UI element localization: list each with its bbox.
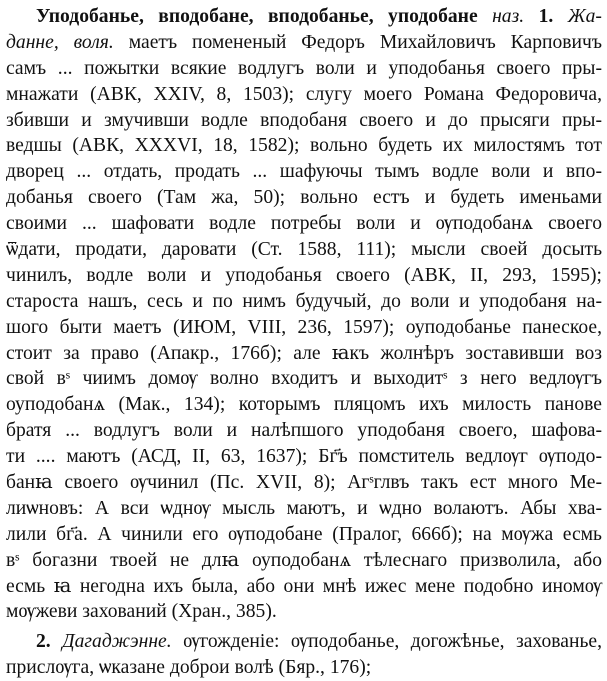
text-line bbox=[6, 133, 602, 159]
text-line bbox=[6, 185, 602, 211]
text-run: лиѡновъ: А вси ѡднѹ мысль маютъ, и ѡдно волаютъ. Абы хва- bbox=[6, 497, 602, 519]
text-run: стоит за право (Апакр., 176б); але ꙗкъ жолнѣръ зоставивши воз bbox=[6, 342, 602, 364]
text-run: мѹжеви захований (Хран., 385). bbox=[6, 601, 277, 623]
text-run: братя ... водлугъ воли и налѣпшого уподобаня своего, шафова- bbox=[6, 420, 602, 442]
text-line bbox=[6, 629, 602, 655]
text-line bbox=[6, 418, 602, 444]
text-run: староста нашъ, сесь и по нимъ будучый, до воли и уподобаня на- bbox=[6, 290, 602, 312]
text-run bbox=[51, 631, 62, 652]
text-line bbox=[6, 4, 602, 30]
italic-text: Жа- bbox=[567, 6, 602, 27]
text-line bbox=[6, 108, 602, 134]
text-line bbox=[6, 237, 602, 263]
text-run: своими ... шафовати водле потребы воли и ѹподобанѧ своего bbox=[6, 213, 602, 235]
text-run: ведшы (АВК, XXXVI, 18, 1582); вольно будеть их милостямъ тот bbox=[6, 135, 602, 157]
italic-text: Дагаджэнне. bbox=[62, 631, 172, 653]
text-line bbox=[6, 289, 602, 315]
text-run: маетъ помененый Федоръ Михайловичъ Карповичъ bbox=[113, 31, 602, 53]
text-line bbox=[6, 392, 602, 418]
text-line bbox=[6, 444, 602, 470]
text-line bbox=[6, 341, 602, 367]
text-run: свой вˢ чиимъ домѹ волно входитъ и выходитˢ з него ведлѹгъ bbox=[6, 368, 602, 390]
text-line bbox=[6, 82, 602, 108]
text-line bbox=[6, 522, 602, 548]
text-run: самъ ... пожытки всякие водлугъ воли и уподобанья своего пры- bbox=[6, 57, 602, 79]
italic-text: данне, воля. bbox=[6, 31, 114, 53]
text-line bbox=[6, 574, 602, 600]
text-line bbox=[6, 30, 602, 56]
text-line bbox=[6, 548, 602, 574]
text-line bbox=[6, 56, 602, 82]
text-run: прислѹга, ѡказане доброи волѣ (Бяр., 176); bbox=[6, 657, 372, 679]
text-line bbox=[6, 159, 602, 185]
text-run: чинилъ, водле воли и уподобанья своего (АВК, II, 293, 1595); bbox=[6, 264, 602, 286]
text-line bbox=[6, 496, 602, 522]
dictionary-sense-2 bbox=[6, 629, 602, 681]
text-run: ти .... маютъ (АСД, II, 63, 1637); Бг҃ъ помститель ведлѹг ѹподо- bbox=[6, 446, 602, 468]
text-run: збивши и змучивши водле вподобаня своего и до прысяги пры- bbox=[6, 109, 602, 131]
bold-text: Уподобанье, вподобане, вподобанье, уподобане bbox=[36, 6, 478, 27]
text-run: добанья своего (Там жа, 50); вольно естъ и будеть именьами bbox=[6, 187, 602, 209]
text-line bbox=[6, 315, 602, 341]
text-run: ѹгожденіе: ѹподобанье, догожѣнье, захованье, bbox=[171, 631, 602, 653]
text-run: дворец ... отдать, продать ... шафуючы тымъ водле воли и впо- bbox=[6, 161, 602, 183]
text-run: лили бг҃а. А чинили его ѹподобане (Пралог, 666б); на мѹжа есмь bbox=[6, 523, 602, 545]
text-line bbox=[6, 366, 602, 392]
text-run bbox=[478, 6, 492, 27]
bold-text: 1. bbox=[538, 6, 554, 27]
text-line bbox=[6, 470, 602, 496]
text-run: мнажати (АВК, XXIV, 8, 1503); слугу моего Романа Федоровича, bbox=[6, 83, 602, 105]
text-run bbox=[524, 6, 538, 27]
text-line bbox=[6, 211, 602, 237]
text-run: вˢ богазни твоей не длꙗ оуподобанѧ тѣлеснаго призволила, або bbox=[6, 549, 602, 571]
italic-text: наз. bbox=[492, 6, 525, 27]
text-run: шого быти маетъ (ИЮМ, VIII, 236, 1597); оуподобанье панеское, bbox=[6, 316, 602, 338]
dictionary-entry bbox=[6, 4, 602, 625]
text-run bbox=[553, 6, 567, 27]
text-line bbox=[6, 655, 602, 681]
text-run: ѿдати, продати, даровати (Ст. 1588, 111); мысли своей досыть bbox=[6, 239, 602, 261]
text-run: есмь ꙗ негодна ихъ была, або они мнѣ ижес мене подобно иномѹ bbox=[6, 575, 602, 597]
text-line bbox=[6, 263, 602, 289]
bold-text: 2. bbox=[36, 631, 51, 653]
text-run: оуподобанѧ (Мак., 134); которымъ пляцомъ ихъ милость панове bbox=[6, 394, 602, 416]
text-run: банꙗ своего ѹчинил (Пс. XVII, 8); Агˢглвъ такъ ест много Ме- bbox=[6, 472, 602, 494]
text-line bbox=[6, 599, 602, 625]
